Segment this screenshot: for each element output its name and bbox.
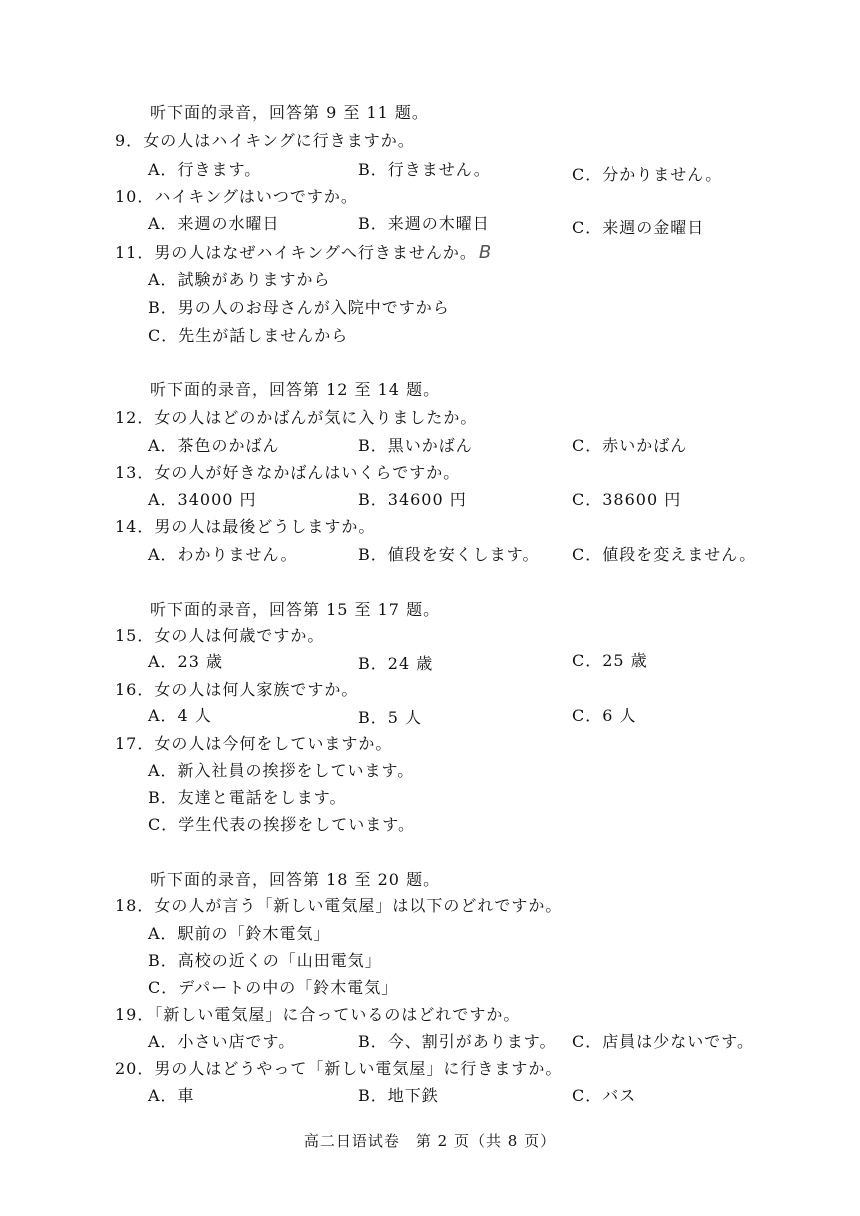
question-11 — [115, 243, 492, 263]
question-text: ハイキングはいつですか。 — [154, 187, 358, 206]
question-number: 16． — [115, 680, 155, 699]
question-number: 18． — [115, 896, 155, 915]
option-c: C．デパートの中の「鈴木電気」 — [148, 978, 399, 997]
section-intro: 听下面的录音，回答第 9 至 11 题。 — [150, 103, 429, 122]
option-a: A．4 人 — [148, 706, 212, 725]
option-a: A．行きます。 — [148, 160, 262, 179]
option-b: B．来週の木曜日 — [358, 214, 490, 233]
question-number: 20． — [115, 1059, 155, 1078]
option-b: B．今、割引があります。 — [358, 1032, 557, 1051]
option-a: A．わかりません。 — [148, 545, 298, 564]
question-text: 男の人はなぜハイキングへ行きませんか。 — [154, 243, 477, 262]
option-a: A．試験がありますから — [148, 270, 331, 289]
option-b: B．黒いかばん — [358, 436, 473, 455]
option-c: C．値段を変えません。 — [572, 545, 757, 564]
option-c: C．先生が話しませんから — [148, 326, 349, 345]
question-text: 女の人は何歳ですか。 — [154, 626, 325, 645]
handwritten-answer-mark: B — [478, 242, 493, 263]
question-12 — [115, 408, 477, 428]
option-a: A．来週の水曜日 — [148, 214, 280, 233]
question-number: 10． — [115, 187, 155, 206]
option-b: B．34600 円 — [358, 490, 467, 509]
question-text: 女の人は何人家族ですか。 — [154, 680, 359, 699]
question-17 — [115, 734, 392, 754]
option-b: B．友達と電話をします。 — [148, 788, 347, 807]
question-13 — [115, 463, 460, 483]
option-c: C．6 人 — [572, 706, 637, 725]
question-number: 11． — [115, 243, 155, 262]
option-c: C．分かりません。 — [572, 165, 723, 184]
question-text: 女の人が言う「新しい電気屋」は以下のどれですか。 — [154, 896, 563, 915]
option-a: A．車 — [148, 1086, 195, 1105]
question-text: 女の人は今何をしていますか。 — [154, 734, 393, 753]
option-b: B．男の人のお母さんが入院中ですから — [148, 298, 450, 317]
option-a: A．茶色のかばん — [148, 436, 280, 455]
question-16 — [115, 680, 358, 700]
option-c: C．25 歳 — [572, 651, 648, 670]
question-text: 男の人は最後どうしますか。 — [154, 517, 376, 536]
section-intro: 听下面的录音，回答第 18 至 20 题。 — [150, 870, 441, 889]
question-text: 女の人が好きなかばんはいくらですか。 — [154, 463, 461, 482]
option-c: C．来週の金曜日 — [572, 218, 705, 237]
option-a: A．駅前の「鈴木電気」 — [148, 924, 331, 943]
section-intro: 听下面的录音，回答第 12 至 14 题。 — [150, 380, 441, 399]
question-number: 19． — [115, 1005, 155, 1024]
option-b: B．地下鉄 — [358, 1086, 439, 1105]
option-c: C．バス — [572, 1086, 637, 1105]
question-number: 14． — [115, 517, 155, 536]
question-text: 「新しい電気屋」に合っているのはどれですか。 — [154, 1005, 521, 1024]
option-b: B．24 歳 — [358, 654, 434, 673]
question-text: 女の人はどのかばんが気に入りましたか。 — [154, 408, 478, 427]
option-c: C．学生代表の挨拶をしています。 — [148, 815, 415, 834]
question-number: 13． — [115, 463, 155, 482]
question-18 — [115, 896, 562, 916]
question-15 — [115, 626, 324, 646]
option-a: A．23 歳 — [148, 652, 224, 671]
option-b: B．値段を安くします。 — [358, 545, 540, 564]
option-c: C．店員は少ないです。 — [572, 1032, 754, 1051]
question-number: 9． — [115, 131, 144, 150]
option-b: B．5 人 — [358, 708, 423, 727]
question-text: 女の人はハイキングに行きますか。 — [143, 131, 415, 150]
question-10 — [115, 187, 358, 207]
option-a: A．新入社員の挨拶をしています。 — [148, 761, 415, 780]
option-b: B．行きません。 — [358, 160, 491, 179]
question-14 — [115, 517, 375, 537]
option-a: A．小さい店です。 — [148, 1032, 296, 1051]
option-a: A．34000 円 — [148, 490, 257, 509]
question-number: 17． — [115, 734, 155, 753]
question-9 — [115, 131, 415, 151]
option-c: C．38600 円 — [572, 490, 682, 509]
question-19 — [115, 1005, 520, 1025]
page-footer: 高二日语试卷 第 2 页（共 8 页） — [303, 1132, 557, 1150]
section-intro: 听下面的录音，回答第 15 至 17 题。 — [150, 600, 441, 619]
question-number: 12． — [115, 408, 155, 427]
option-b: B．高校の近くの「山田電気」 — [148, 951, 382, 970]
question-number: 15． — [115, 626, 155, 645]
question-20 — [115, 1059, 562, 1079]
option-c: C．赤いかばん — [572, 436, 688, 455]
question-text: 男の人はどうやって「新しい電気屋」に行きますか。 — [154, 1059, 563, 1078]
